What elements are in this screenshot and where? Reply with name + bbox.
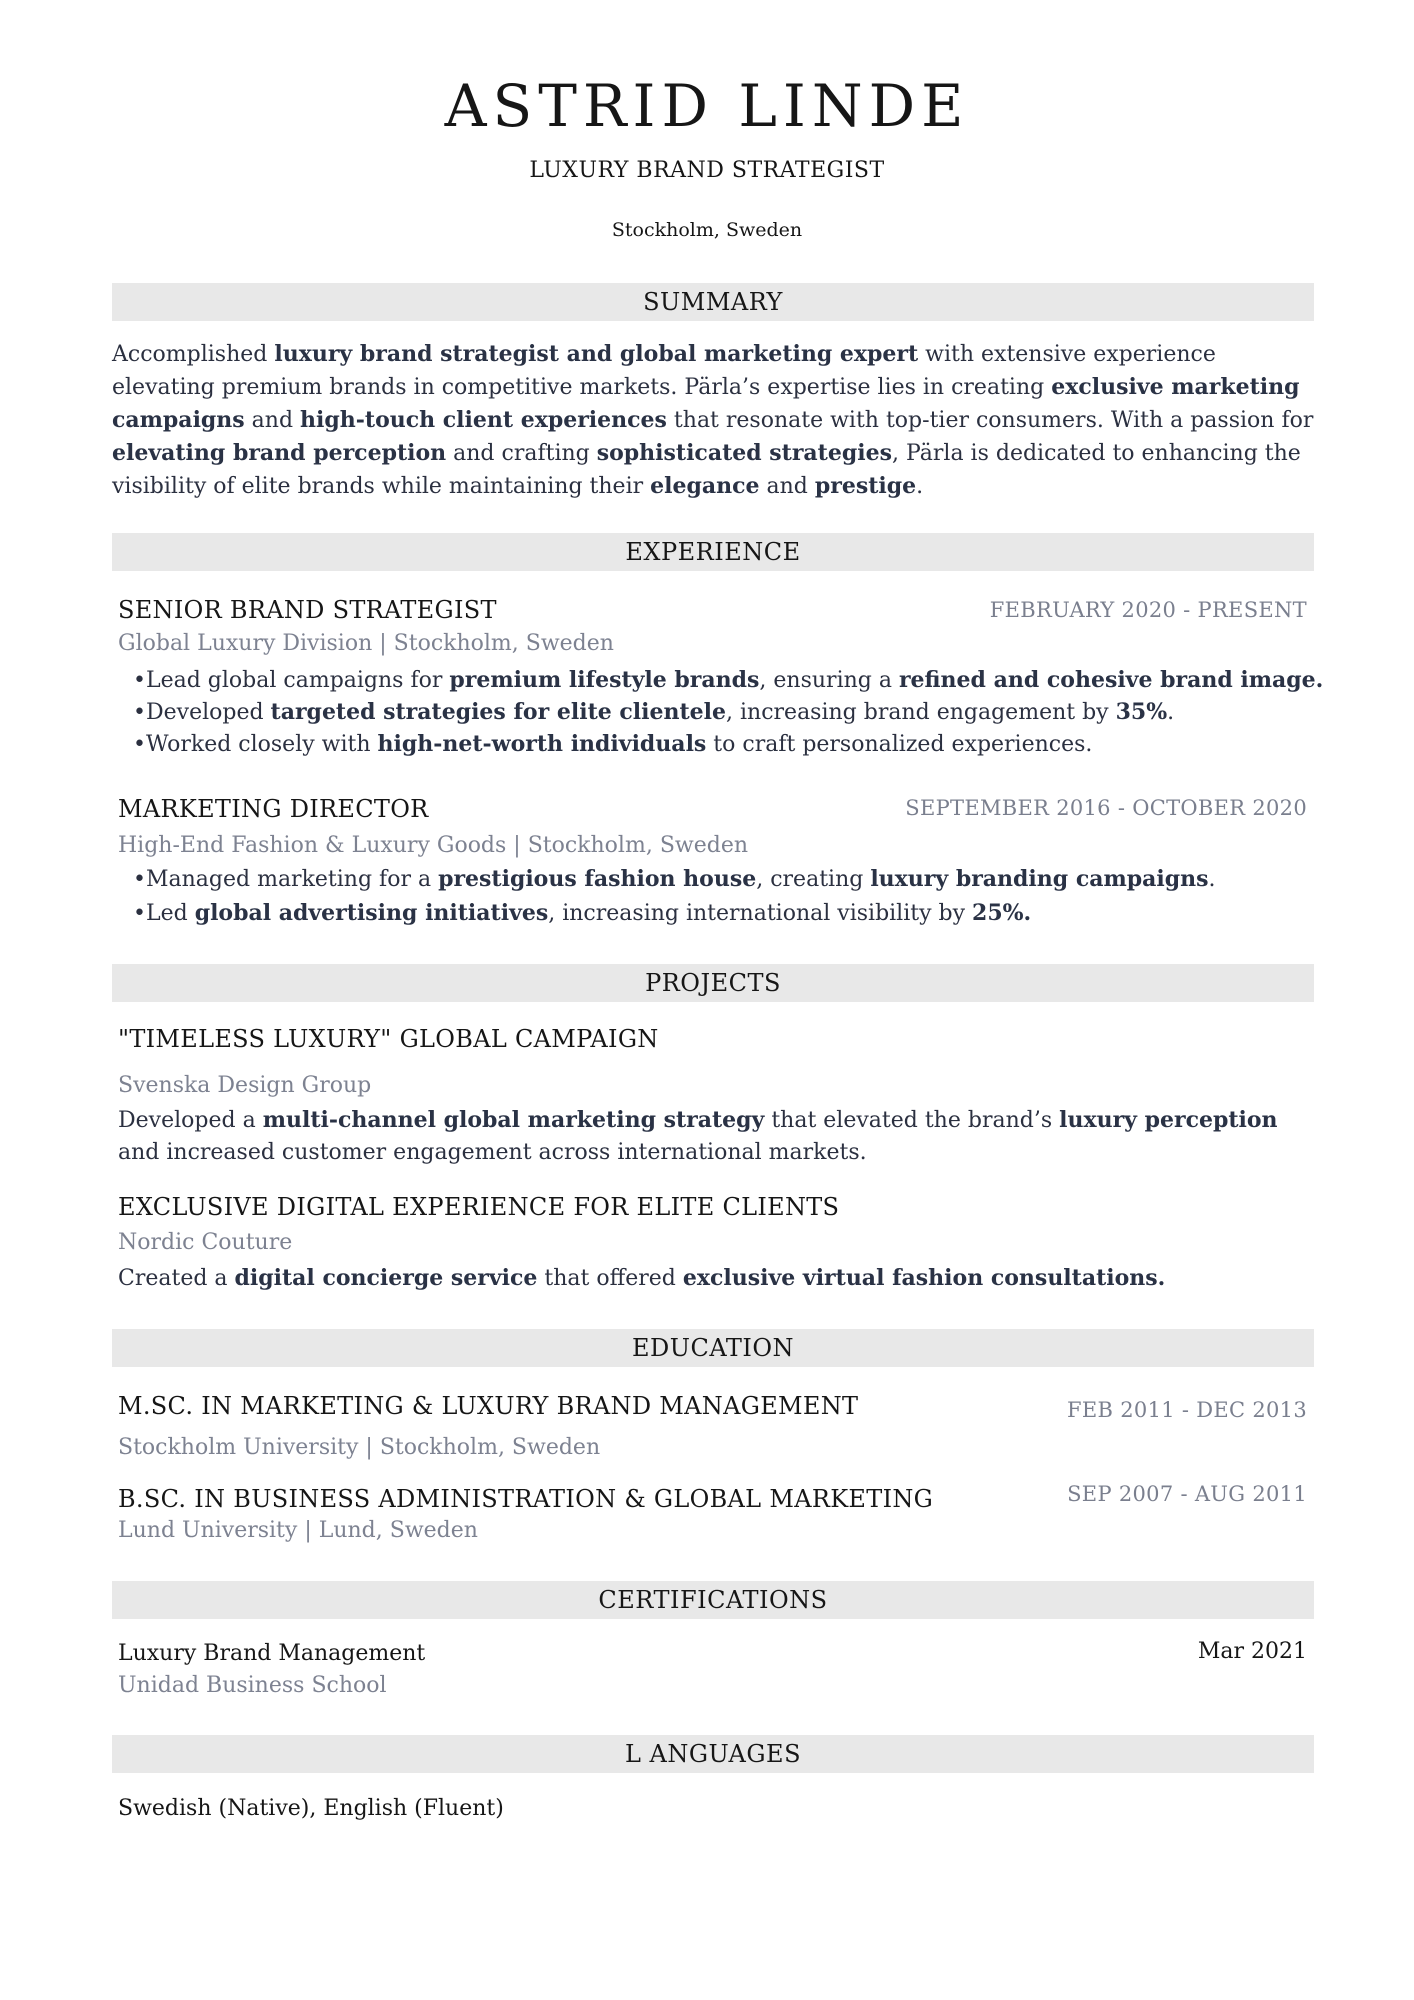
job-bullet [133, 731, 1092, 757]
text-run: that offered [537, 1266, 683, 1291]
text-run: •Developed [133, 700, 271, 725]
project-description [118, 1104, 1318, 1169]
text-run: that elevated the brand’s [764, 1108, 1060, 1133]
emphasis-text: high-net-worth individuals [377, 731, 707, 757]
text-run: •Worked closely with [133, 732, 378, 757]
education-dates: FEB 2011 - DEC 2013 [1067, 1398, 1307, 1422]
education-school: Stockholm University | Stockholm, Sweden [118, 1435, 601, 1460]
emphasis-text: prestigious fashion house [438, 866, 757, 892]
job-dates: FEBRUARY 2020 - PRESENT [989, 598, 1307, 622]
emphasis-text: high-touch client experiences [300, 407, 667, 433]
text-run: , ensuring a [759, 668, 899, 693]
section-header-projects: PROJECTS [112, 964, 1314, 1002]
job-title: SENIOR BRAND STRATEGIST [118, 596, 497, 624]
text-run: Created a [118, 1266, 235, 1291]
text-run: , increasing brand engagement by [726, 700, 1116, 725]
emphasis-text: sophisticated strategies [596, 440, 892, 466]
education-school: Lund University | Lund, Sweden [118, 1518, 478, 1543]
candidate-name: ASTRID LINDE [444, 72, 970, 140]
emphasis-text: elegance [650, 473, 760, 499]
emphasis-text: refined and cohesive brand image. [898, 667, 1324, 693]
project-title: EXCLUSIVE DIGITAL EXPERIENCE FOR ELITE CLIENTS [118, 1193, 840, 1221]
section-header-education: EDUCATION [112, 1329, 1314, 1367]
candidate-location: Stockholm, Sweden [611, 219, 803, 241]
text-run: to craft personalized experiences. [706, 732, 1093, 757]
job-organization: High-End Fashion & Luxury Goods | Stockholm, Sweden [118, 833, 749, 858]
section-header-certifications: CERTIFICATIONS [112, 1581, 1314, 1619]
job-bullet [133, 866, 1216, 892]
text-run: •Managed marketing for a [133, 867, 439, 892]
text-run: and [759, 474, 815, 499]
project-title: "TIMELESS LUXURY" GLOBAL CAMPAIGN [118, 1025, 659, 1053]
text-run: . [1208, 867, 1216, 892]
text-run: , increasing international visibility by [548, 901, 973, 926]
text-run: and crafting [446, 441, 597, 466]
text-run: with extensive experience elevating premium brands in competitive markets. Pärla’s expertise lies in creating [112, 342, 1216, 400]
emphasis-text: 35% [1115, 699, 1168, 725]
text-run: that resonate with top-tier consumers. With a passion for [666, 408, 1314, 433]
emphasis-text: 25%. [972, 900, 1032, 926]
emphasis-text: elevating brand perception [112, 440, 447, 466]
emphasis-text: luxury branding campaigns [870, 866, 1209, 892]
job-title: MARKETING DIRECTOR [118, 795, 429, 823]
emphasis-text: exclusive virtual fashion consultations. [682, 1265, 1166, 1291]
text-run: •Lead global campaigns for [133, 668, 450, 693]
emphasis-text: luxury perception [1059, 1107, 1278, 1133]
text-run: . [1167, 700, 1175, 725]
text-run: . [916, 474, 924, 499]
text-run: and [244, 408, 301, 433]
certification-date: Mar 2021 [1197, 1639, 1307, 1664]
text-run: and increased customer engagement across international markets. [118, 1140, 867, 1165]
text-run: Accomplished [112, 342, 275, 367]
languages-list: Swedish (Native), English (Fluent) [118, 1796, 504, 1821]
job-bullet [133, 699, 1174, 725]
emphasis-text: multi-channel global marketing strategy [262, 1107, 765, 1133]
emphasis-text: prestige [814, 473, 917, 499]
job-bullet [133, 900, 1031, 926]
text-run: , Pärla is dedicated to enhancing the visibility of elite brands while maintaining their [112, 441, 1301, 499]
emphasis-text: targeted strategies for elite clientele [270, 699, 727, 725]
text-run: •Led [133, 901, 195, 926]
project-description [118, 1262, 1318, 1295]
summary-text [112, 338, 1317, 503]
project-organization: Nordic Couture [118, 1230, 293, 1255]
education-dates: SEP 2007 - AUG 2011 [1067, 1482, 1307, 1506]
certification-name: Luxury Brand Management [118, 1641, 426, 1666]
section-header-summary: SUMMARY [112, 283, 1314, 321]
job-dates: SEPTEMBER 2016 - OCTOBER 2020 [905, 796, 1307, 820]
education-degree: M.SC. IN MARKETING & LUXURY BRAND MANAGEMENT [118, 1392, 859, 1420]
emphasis-text: premium lifestyle brands [449, 667, 760, 693]
emphasis-text: exclusive marketing campaigns [112, 374, 1300, 433]
emphasis-text: digital concierge service [234, 1265, 538, 1291]
emphasis-text: global advertising initiatives [194, 900, 549, 926]
text-run: Developed a [118, 1108, 263, 1133]
certification-issuer: Unidad Business School [118, 1673, 387, 1698]
section-header-experience: EXPERIENCE [112, 533, 1314, 571]
education-degree: B.SC. IN BUSINESS ADMINISTRATION & GLOBAL MARKETING [118, 1485, 934, 1513]
emphasis-text: luxury brand strategist and global marketing expert [274, 341, 919, 367]
text-run: , creating [756, 867, 871, 892]
project-organization: Svenska Design Group [118, 1073, 372, 1098]
candidate-role: LUXURY BRAND STRATEGIST [529, 158, 885, 183]
section-header-languages: L ANGUAGES [112, 1735, 1314, 1773]
job-bullet [133, 667, 1323, 693]
job-organization: Global Luxury Division | Stockholm, Sweden [118, 631, 614, 656]
